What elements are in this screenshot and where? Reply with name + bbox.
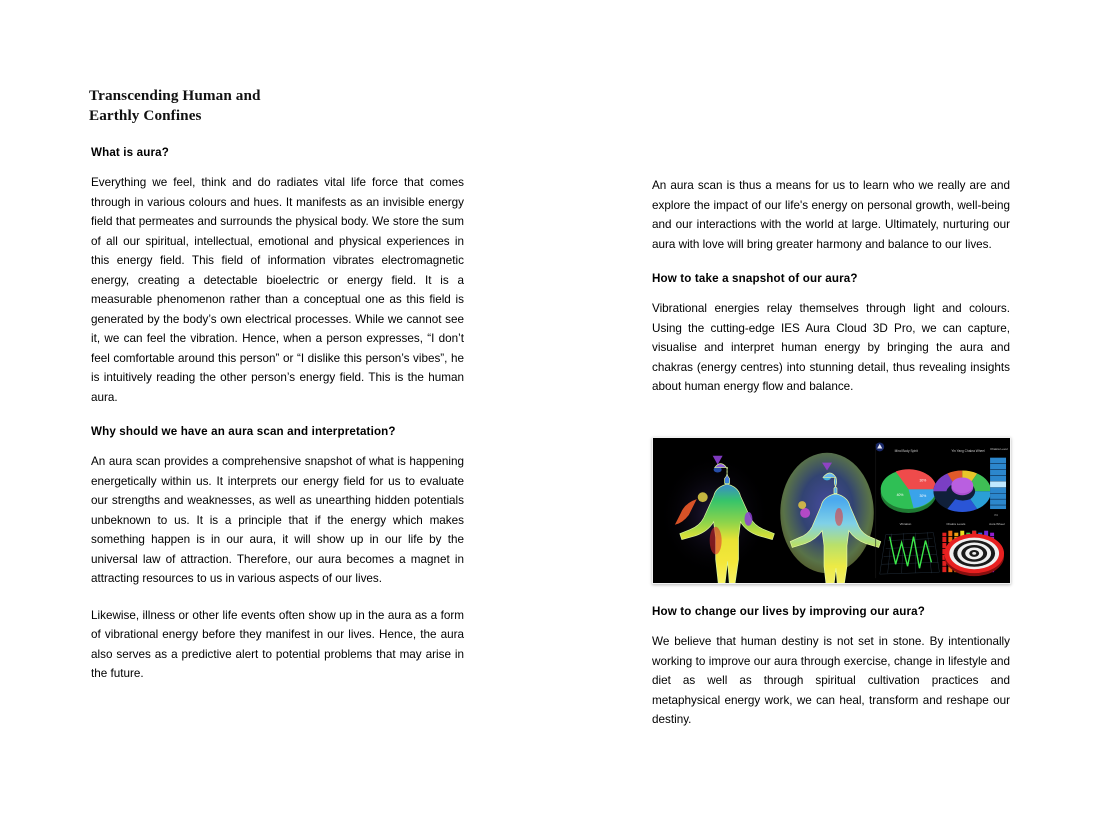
- svg-text:30%: 30%: [919, 494, 927, 499]
- scan-logo-icon: [875, 442, 884, 451]
- aura-dashboard-graphic: [653, 438, 1010, 583]
- paragraph-why-aura-scan: An aura scan provides a comprehensive snapshot of what is happening energetically within us. It interprets our energy field for us to evaluate our strengths and weaknesses, as well as unearthing hidden potentials unbeknown to us. It is a principle that if the energy which makes something happen is in our aura, it will show up in our life by the universal law of attraction. Therefore, our aura becomes a magnet in attracting resources to us in various aspects of our lives.: [91, 455, 464, 585]
- heading-what-is-aura: What is aura?: [91, 146, 169, 159]
- svg-text:0%: 0%: [994, 512, 999, 517]
- svg-text:Yin Yang Chakra Wheel: Yin Yang Chakra Wheel: [951, 448, 985, 453]
- svg-text:Aura Wheel: Aura Wheel: [989, 521, 1005, 526]
- left-column: [91, 145, 464, 684]
- page-title-line-2: Earthly Confines: [89, 106, 202, 124]
- aura-scan-dashboard-image: [652, 437, 1011, 584]
- svg-text:Chakra Levels: Chakra Levels: [946, 521, 966, 526]
- heading-how-to-change-lives: How to change our lives by improving our aura?: [652, 605, 925, 618]
- paragraph-aura-scan-means: An aura scan is thus a means for us to learn who we really are and explore the impact of our life's energy on personal growth, well-being and our interactions with the world at large. Ultimately, nurturing our aura with love will bring greater harmony and balance to our lives.: [652, 179, 1010, 251]
- page-title-line-1: Transcending Human and: [89, 87, 261, 104]
- paragraph-vibrational-energies: Vibrational energies relay themselves through light and colours. Using the cutting-edge IES Aura Cloud 3D Pro, we can capture, visualise and interpret human energy by bringing the aura and chakras (energy centres) into stunning detail, thus revealing insights about human energy flow and balance.: [652, 302, 1010, 393]
- page-title: [89, 86, 509, 125]
- right-column-lower: [652, 604, 1010, 730]
- paragraph-illness-predictive: Likewise, illness or other life events often show up in the aura as a form of vibrational energy before they manifest in our lives. Hence, the aura also serves as a predictive alert to potential problems that may arise in the future.: [91, 608, 464, 680]
- svg-text:Mind Body Spirit: Mind Body Spirit: [894, 448, 918, 453]
- paragraph-what-is-aura: Everything we feel, think and do radiates vital life force that comes through in various colours and hues. It manifests as an invisible energy field that permeates and surrounds the physical body. We store the sum of all our spiritual, intellectual, emotional and physical experiences in this energy field. This field of information vibrates electromagnetic energy, creating a detectable bioelectric or energy field. It is a measurable phenomenon rather than a conceptual one as this field is generated by the body’s own electrical processes. While we cannot see it, we can feel the vibration. Hence, when a person expresses, “I don’t feel comfortable around this person” or “I dislike this person’s vibes”, he is intuitively reading the other person’s energy field. This is the human aura.: [91, 176, 464, 404]
- right-column: [652, 176, 1010, 397]
- svg-text:Vibration: Vibration: [899, 521, 912, 526]
- heading-how-to-snapshot: How to take a snapshot of our aura?: [652, 272, 858, 285]
- svg-text:40%: 40%: [896, 493, 904, 498]
- svg-text:Chakra Level: Chakra Level: [990, 446, 1008, 451]
- paragraph-human-destiny: We believe that human destiny is not set in stone. By intentionally working to improve our aura through exercise, change in lifestyle and diet as well as through spiritual cultivation practices and metaphysical energy work, we can heal, transform and reshape our destiny.: [652, 635, 1010, 726]
- svg-text:30%: 30%: [919, 478, 927, 483]
- heading-why-aura-scan: Why should we have an aura scan and interpretation?: [91, 425, 396, 438]
